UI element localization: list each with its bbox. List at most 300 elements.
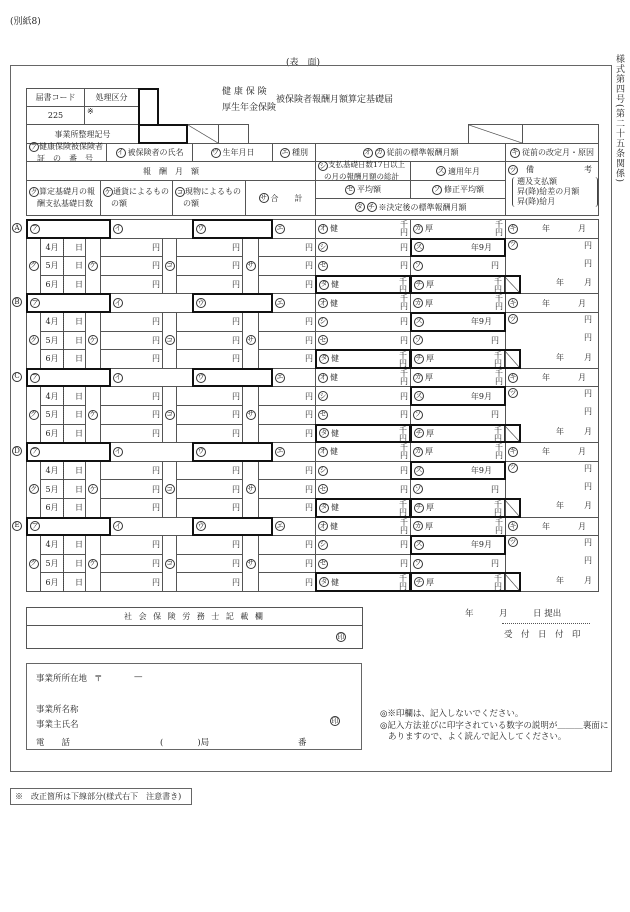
yen-unit: 円	[152, 577, 160, 587]
block-e-birthdate-field[interactable]	[192, 517, 273, 537]
month-label: 4月	[45, 540, 59, 550]
day-unit: 日	[75, 391, 83, 401]
block-e-insured-number-field[interactable]	[26, 517, 111, 537]
block-d-days-field-5[interactable]	[63, 479, 86, 499]
block-d-days-field-6[interactable]	[63, 498, 86, 518]
sharoushi-field[interactable]	[26, 625, 363, 649]
day-unit: 日	[75, 484, 83, 494]
block-d-ke-cell	[85, 461, 101, 518]
block-c-total-field-4[interactable]	[258, 386, 316, 406]
pension-label: 厚	[425, 373, 433, 383]
marker-ko: コ	[166, 335, 173, 344]
block-c-insured-number-field[interactable]	[26, 368, 111, 388]
block-a-apply-month-field[interactable]	[410, 238, 506, 258]
marker-u: ウ	[197, 298, 205, 307]
day-unit: 日	[75, 559, 83, 569]
block-e-total-field-6[interactable]	[258, 572, 316, 592]
col-a-header	[26, 143, 107, 162]
health-label: 健	[330, 373, 338, 383]
yen-unit: 円	[152, 242, 160, 252]
block-e-days-field-5[interactable]	[63, 554, 86, 574]
block-b-kind-field-5[interactable]	[176, 331, 243, 351]
proc-label: 処理区分	[95, 93, 128, 102]
thousand-yen-unit: 千円	[400, 294, 408, 312]
yen-unit: 円	[584, 407, 592, 417]
block-a-insured-number-field[interactable]	[26, 219, 111, 239]
block-d-prev-health-field[interactable]	[315, 442, 411, 462]
block-c-total-17days-field[interactable]	[315, 386, 411, 406]
block-b-average-field[interactable]	[315, 331, 411, 351]
month-label: 5月	[45, 335, 59, 345]
block-b-kind-field-6[interactable]	[176, 349, 243, 369]
marker-tsu: ツ	[509, 165, 517, 174]
col-ko-label-1: 現物によるもの	[185, 187, 241, 196]
block-e-apply-month-field[interactable]	[410, 535, 506, 555]
marker-tsu: ツ	[509, 537, 517, 546]
block-b-total-field-5[interactable]	[258, 331, 316, 351]
block-e-total-field-4[interactable]	[258, 535, 316, 555]
health-label: 健	[331, 577, 339, 587]
yen-unit: 円	[491, 335, 499, 345]
block-e-kind-field-4[interactable]	[176, 535, 243, 555]
block-b-apply-month-field[interactable]	[410, 312, 506, 332]
month-label: 4月	[45, 317, 59, 327]
col-se-header	[315, 180, 411, 199]
seal-mark: 印	[337, 632, 345, 641]
yen-unit: 円	[400, 540, 408, 550]
block-c-sa-cell	[242, 386, 259, 443]
col-tsu-header	[505, 161, 599, 216]
marker-ta: タ	[320, 503, 328, 512]
block-d-sa-cell	[242, 461, 259, 518]
block-e-prev-health-field[interactable]	[315, 517, 411, 537]
block-e-sa-cell	[242, 535, 259, 592]
marker-o: オ	[319, 298, 327, 307]
block-d-cash-field-6[interactable]	[100, 498, 163, 518]
block-a-days-field-4[interactable]	[63, 238, 86, 258]
block-e-month-6	[40, 572, 64, 592]
block-d-revised-average-field[interactable]	[410, 479, 506, 499]
marker-so: ソ	[414, 484, 422, 493]
yen-unit: 円	[232, 484, 240, 494]
col-ke-header	[100, 180, 173, 216]
col-ki-header	[505, 143, 599, 162]
block-b-type-field[interactable]	[272, 293, 316, 313]
block-c-new-health-field[interactable]	[315, 424, 411, 444]
month-label: 月	[584, 426, 592, 436]
block-c-days-field-6[interactable]	[63, 424, 86, 444]
yen-unit: 円	[232, 335, 240, 345]
block-a-average-field[interactable]	[315, 256, 411, 276]
yen-unit: 円	[305, 484, 313, 494]
block-c-prev-pension-field[interactable]	[410, 368, 506, 388]
year-label: 年	[556, 352, 564, 362]
block-e-cash-field-4[interactable]	[100, 535, 163, 555]
day-unit: 日	[75, 466, 83, 476]
block-d-total-field-5[interactable]	[258, 479, 316, 499]
block-d-apply-month-field[interactable]	[410, 461, 506, 481]
block-d-new-pension-field[interactable]	[410, 498, 521, 518]
block-c-revised-average-field[interactable]	[410, 405, 506, 425]
yen-unit: 円	[305, 577, 313, 587]
block-e-cash-field-6[interactable]	[100, 572, 163, 592]
yen-unit: 円	[152, 261, 160, 271]
marker-ke: ケ	[89, 559, 97, 568]
block-e-type-field[interactable]	[272, 517, 316, 537]
marker-ka: カ	[414, 298, 422, 307]
right-slash-box	[468, 124, 523, 144]
marker-o: オ	[319, 521, 327, 530]
block-e-kind-field-6[interactable]	[176, 572, 243, 592]
block-c-days-field-4[interactable]	[63, 386, 86, 406]
pension-label: 厚	[425, 224, 433, 234]
block-a-type-field[interactable]	[272, 219, 316, 239]
block-d-kind-field-5[interactable]	[176, 479, 243, 499]
col-i-label: 被保険者の氏名	[127, 148, 184, 157]
block-b-cash-field-5[interactable]	[100, 331, 163, 351]
marker-u: ウ	[197, 373, 205, 382]
block-d-total-field-4[interactable]	[258, 461, 316, 481]
block-b-revised-average-field[interactable]	[410, 331, 506, 351]
col-ku-header	[26, 180, 101, 216]
yen-unit: 円	[232, 317, 240, 327]
thousand-yen-unit: 千円	[495, 368, 503, 386]
marker-su: ス	[415, 540, 423, 549]
code-label-cell	[26, 88, 85, 107]
col-ku-label-1: 算定基礎月の報	[39, 187, 95, 196]
marker-o: オ	[319, 447, 327, 456]
block-a-new-pension-field[interactable]	[410, 275, 521, 295]
block-d-prev-pension-field[interactable]	[410, 442, 506, 462]
block-b-cash-field-6[interactable]	[100, 349, 163, 369]
yen-unit: 円	[232, 261, 240, 271]
block-d-ko-cell	[162, 461, 177, 518]
marker-se: セ	[319, 484, 327, 493]
block-b-kind-field-4[interactable]	[176, 312, 243, 332]
insurance-health: 健 康 保 険	[222, 87, 267, 97]
month-label: 6月	[45, 280, 59, 290]
block-b-days-field-6[interactable]	[63, 349, 86, 369]
yen-unit: 円	[152, 410, 160, 420]
yen-unit: 円	[305, 410, 313, 420]
col-ki-label: 従前の改定月・原因	[522, 148, 594, 157]
marker-a: ア	[31, 373, 39, 382]
marker-chi: チ	[415, 577, 423, 586]
block-d-type-field[interactable]	[272, 442, 316, 462]
block-e-new-health-field[interactable]	[315, 572, 411, 592]
day-unit: 日	[75, 428, 83, 438]
col-tsu-label-a: 備	[526, 165, 534, 174]
yen-unit: 円	[584, 556, 592, 566]
marker-shi: シ	[319, 242, 327, 251]
block-a-total-field-6[interactable]	[258, 275, 316, 295]
block-a-new-health-field[interactable]	[315, 275, 411, 295]
block-a-days-field-6[interactable]	[63, 275, 86, 295]
marker-u: ウ	[197, 521, 205, 530]
block-c-month-5	[40, 405, 64, 425]
thousand-yen-unit: 千円	[399, 425, 407, 443]
block-c-cash-field-6[interactable]	[100, 424, 163, 444]
block-c-prev-revision-field[interactable]	[505, 368, 599, 388]
yen-unit: 円	[584, 481, 592, 491]
block-d-prev-revision-field[interactable]	[505, 442, 599, 462]
yen-unit: 円	[232, 391, 240, 401]
marker-so: ソ	[414, 410, 422, 419]
block-e-days-field-6[interactable]	[63, 572, 86, 592]
day-unit: 日	[75, 317, 83, 327]
marker-shi: シ	[319, 391, 327, 400]
col-e-header	[272, 143, 316, 162]
block-b-total-field-4[interactable]	[258, 312, 316, 332]
proc-input-box[interactable]	[138, 88, 159, 126]
yen-unit: 円	[232, 428, 240, 438]
yen-unit: 円	[400, 410, 408, 420]
block-d-average-field[interactable]	[315, 479, 411, 499]
col-tsu-label-b: 考	[584, 165, 592, 174]
proc-value-cell[interactable]	[84, 106, 139, 125]
marker-chi: チ	[415, 354, 423, 363]
month-label: 月	[584, 501, 592, 511]
col-so-header	[410, 180, 506, 199]
block-b-name-field[interactable]	[110, 293, 193, 313]
block-d-total-17days-field[interactable]	[315, 461, 411, 481]
block-c-total-field-6[interactable]	[258, 424, 316, 444]
block-a-kind-field-4[interactable]	[176, 238, 243, 258]
block-d-kind-field-6[interactable]	[176, 498, 243, 518]
block-b-cash-field-4[interactable]	[100, 312, 163, 332]
yen-unit: 円	[491, 484, 499, 494]
remuneration-header	[26, 161, 316, 181]
marker-ta: タ	[320, 354, 328, 363]
block-c-kind-field-4[interactable]	[176, 386, 243, 406]
block-a-cash-field-5[interactable]	[100, 256, 163, 276]
block-c-apply-month-field[interactable]	[410, 386, 506, 406]
insurance-pension: 厚生年金保険	[222, 103, 277, 113]
block-c-average-field[interactable]	[315, 405, 411, 425]
block-c-total-field-5[interactable]	[258, 405, 316, 425]
marker-shi: シ	[319, 317, 327, 326]
block-d-cash-field-5[interactable]	[100, 479, 163, 499]
block-a-total-field-4[interactable]	[258, 238, 316, 258]
month-label: 6月	[45, 428, 59, 438]
marker-so: ソ	[414, 335, 422, 344]
block-a-prev-health-field[interactable]	[315, 219, 411, 239]
attachment-label: (別紙8)	[10, 17, 41, 27]
note-line-1: ◎※印欄は、記入しないでください。	[380, 709, 524, 719]
day-unit: 日	[75, 503, 83, 513]
block-c-ko-cell	[162, 386, 177, 443]
block-a-total-17days-field[interactable]	[315, 238, 411, 258]
office-code-box-2[interactable]	[218, 124, 249, 144]
marker-su: ス	[415, 466, 423, 475]
block-a-prev-pension-field[interactable]	[410, 219, 506, 239]
block-e-name-field[interactable]	[110, 517, 193, 537]
block-b-prev-pension-field[interactable]	[410, 293, 506, 313]
marker-u: ウ	[197, 447, 205, 456]
block-b-days-field-5[interactable]	[63, 331, 86, 351]
block-a-total-field-5[interactable]	[258, 256, 316, 276]
block-e-prev-pension-field[interactable]	[410, 517, 506, 537]
block-c-days-field-5[interactable]	[63, 405, 86, 425]
block-b-letter: B	[12, 297, 22, 307]
block-c-prev-health-field[interactable]	[315, 368, 411, 388]
col-so-label: 修正平均額	[444, 185, 484, 194]
block-a-days-field-5[interactable]	[63, 256, 86, 276]
block-e-month-5	[40, 554, 64, 574]
office-label-cell	[26, 124, 139, 144]
col-u-header	[192, 143, 273, 162]
col-e-label: 種別	[292, 148, 308, 157]
block-a-ku-cell	[26, 238, 41, 295]
marker-chi: チ	[415, 503, 423, 512]
day-unit: 日	[75, 242, 83, 252]
marker-ke: ケ	[89, 335, 97, 344]
block-a-slash-box	[504, 277, 519, 293]
yen-unit: 円	[584, 258, 592, 268]
marker-a: ア	[31, 521, 39, 530]
block-a-kind-field-5[interactable]	[176, 256, 243, 276]
block-c-birthdate-field[interactable]	[192, 368, 273, 388]
block-b-days-field-4[interactable]	[63, 312, 86, 332]
block-e-total-17days-field[interactable]	[315, 535, 411, 555]
apply-month-label: 年9月	[470, 540, 492, 550]
marker-ku: ク	[30, 187, 38, 196]
block-c-name-field[interactable]	[110, 368, 193, 388]
marker-sa: サ	[247, 261, 254, 270]
marker-ta: タ	[320, 577, 328, 586]
marker-tsu: ツ	[509, 463, 517, 472]
marker-ko: コ	[176, 187, 184, 196]
block-a-kind-field-6[interactable]	[176, 275, 243, 295]
day-unit: 日	[75, 335, 83, 345]
office-code-box[interactable]	[138, 124, 188, 144]
yen-unit: 円	[232, 503, 240, 513]
yen-unit: 円	[400, 242, 408, 252]
yen-unit: 円	[152, 559, 160, 569]
yen-unit: 円	[232, 410, 240, 420]
block-d-new-health-field[interactable]	[315, 498, 411, 518]
marker-ka: カ	[414, 447, 422, 456]
block-a-name-field[interactable]	[110, 219, 193, 239]
yen-unit: 円	[232, 577, 240, 587]
yen-unit: 円	[152, 466, 160, 476]
marker-i: イ	[117, 148, 124, 156]
block-a-prev-revision-field[interactable]	[505, 219, 599, 239]
block-b-birthdate-field[interactable]	[192, 293, 273, 313]
health-label: 健	[330, 298, 338, 308]
thousand-yen-unit: 千円	[495, 294, 503, 312]
yen-unit: 円	[232, 280, 240, 290]
block-d-name-field[interactable]	[110, 442, 193, 462]
year-label: 年	[542, 298, 550, 308]
col-ko-header	[172, 180, 246, 216]
yen-unit: 円	[305, 354, 313, 364]
block-d-cash-field-4[interactable]	[100, 461, 163, 481]
reception-stamp-label: 受 付 日 付 印	[504, 630, 581, 640]
block-c-cash-field-4[interactable]	[100, 386, 163, 406]
block-b-total-17days-field[interactable]	[315, 312, 411, 332]
block-e-total-field-5[interactable]	[258, 554, 316, 574]
col-ke-label-2: の額	[111, 199, 127, 208]
block-c-type-field[interactable]	[272, 368, 316, 388]
marker-a: ア	[31, 298, 39, 307]
block-e-average-field[interactable]	[315, 554, 411, 574]
block-e-revised-average-field[interactable]	[410, 554, 506, 574]
block-b-new-health-field[interactable]	[315, 349, 411, 369]
pension-label: 厚	[426, 354, 434, 364]
year-label: 年	[556, 278, 564, 288]
col-tachi-label: ※決定後の標準報酬月額	[378, 202, 467, 212]
block-d-days-field-4[interactable]	[63, 461, 86, 481]
marker-ka: カ	[414, 373, 422, 382]
block-e-kind-field-5[interactable]	[176, 554, 243, 574]
block-c-kind-field-6[interactable]	[176, 424, 243, 444]
yen-unit: 円	[400, 335, 408, 345]
block-a-revised-average-field[interactable]	[410, 256, 506, 276]
day-unit: 日	[75, 354, 83, 364]
block-a-cash-field-4[interactable]	[100, 238, 163, 258]
month-label: 5月	[45, 261, 59, 271]
marker-sa: サ	[247, 410, 254, 419]
marker-sa: サ	[247, 484, 254, 493]
right-code-box[interactable]	[522, 124, 599, 144]
month-label: 月	[578, 298, 586, 308]
marker-se: セ	[346, 185, 354, 193]
block-c-new-pension-field[interactable]	[410, 424, 521, 444]
block-c-cash-field-5[interactable]	[100, 405, 163, 425]
block-b-total-field-6[interactable]	[258, 349, 316, 369]
block-d-birthdate-field[interactable]	[192, 442, 273, 462]
marker-se: セ	[319, 261, 327, 270]
block-d-insured-number-field[interactable]	[26, 442, 111, 462]
block-d-total-field-6[interactable]	[258, 498, 316, 518]
block-e-days-field-4[interactable]	[63, 535, 86, 555]
code-value-cell	[26, 106, 85, 125]
yen-unit: 円	[305, 466, 313, 476]
month-label: 月	[584, 278, 592, 288]
block-b-insured-number-field[interactable]	[26, 293, 111, 313]
marker-ku: ク	[30, 261, 37, 270]
office-address-label: 事業所所在地	[36, 674, 88, 684]
block-b-prev-health-field[interactable]	[315, 293, 411, 313]
block-b-new-pension-field[interactable]	[410, 349, 521, 369]
side-label: (表 面)	[286, 58, 321, 68]
block-e-month-4	[40, 535, 64, 555]
block-a-birthdate-field[interactable]	[192, 219, 273, 239]
day-unit: 日	[75, 410, 83, 420]
yen-unit: 円	[152, 391, 160, 401]
block-a-cash-field-6[interactable]	[100, 275, 163, 295]
block-c-kind-field-5[interactable]	[176, 405, 243, 425]
marker-ta: タ	[320, 428, 328, 437]
block-c-ke-cell	[85, 386, 101, 443]
block-e-prev-revision-field[interactable]	[505, 517, 599, 537]
month-label: 5月	[45, 410, 59, 420]
block-e-cash-field-5[interactable]	[100, 554, 163, 574]
block-b-prev-revision-field[interactable]	[505, 293, 599, 313]
block-d-kind-field-4[interactable]	[176, 461, 243, 481]
yen-unit: 円	[305, 428, 313, 438]
block-a-month-4	[40, 238, 64, 258]
pension-label: 厚	[425, 521, 433, 531]
yen-unit: 円	[305, 391, 313, 401]
block-e-new-pension-field[interactable]	[410, 572, 521, 592]
col-ku-label-2: 酬支払基礎日数	[37, 199, 93, 208]
apply-month-label: 年9月	[470, 466, 492, 476]
col-sa-label: 合 計	[270, 193, 303, 203]
col-shi-label-1: 支払基礎日数17日以上	[328, 160, 406, 169]
note-line-2: ◎記入方法並びに印字されている数字の説明が＿＿＿裏面に	[380, 721, 609, 731]
